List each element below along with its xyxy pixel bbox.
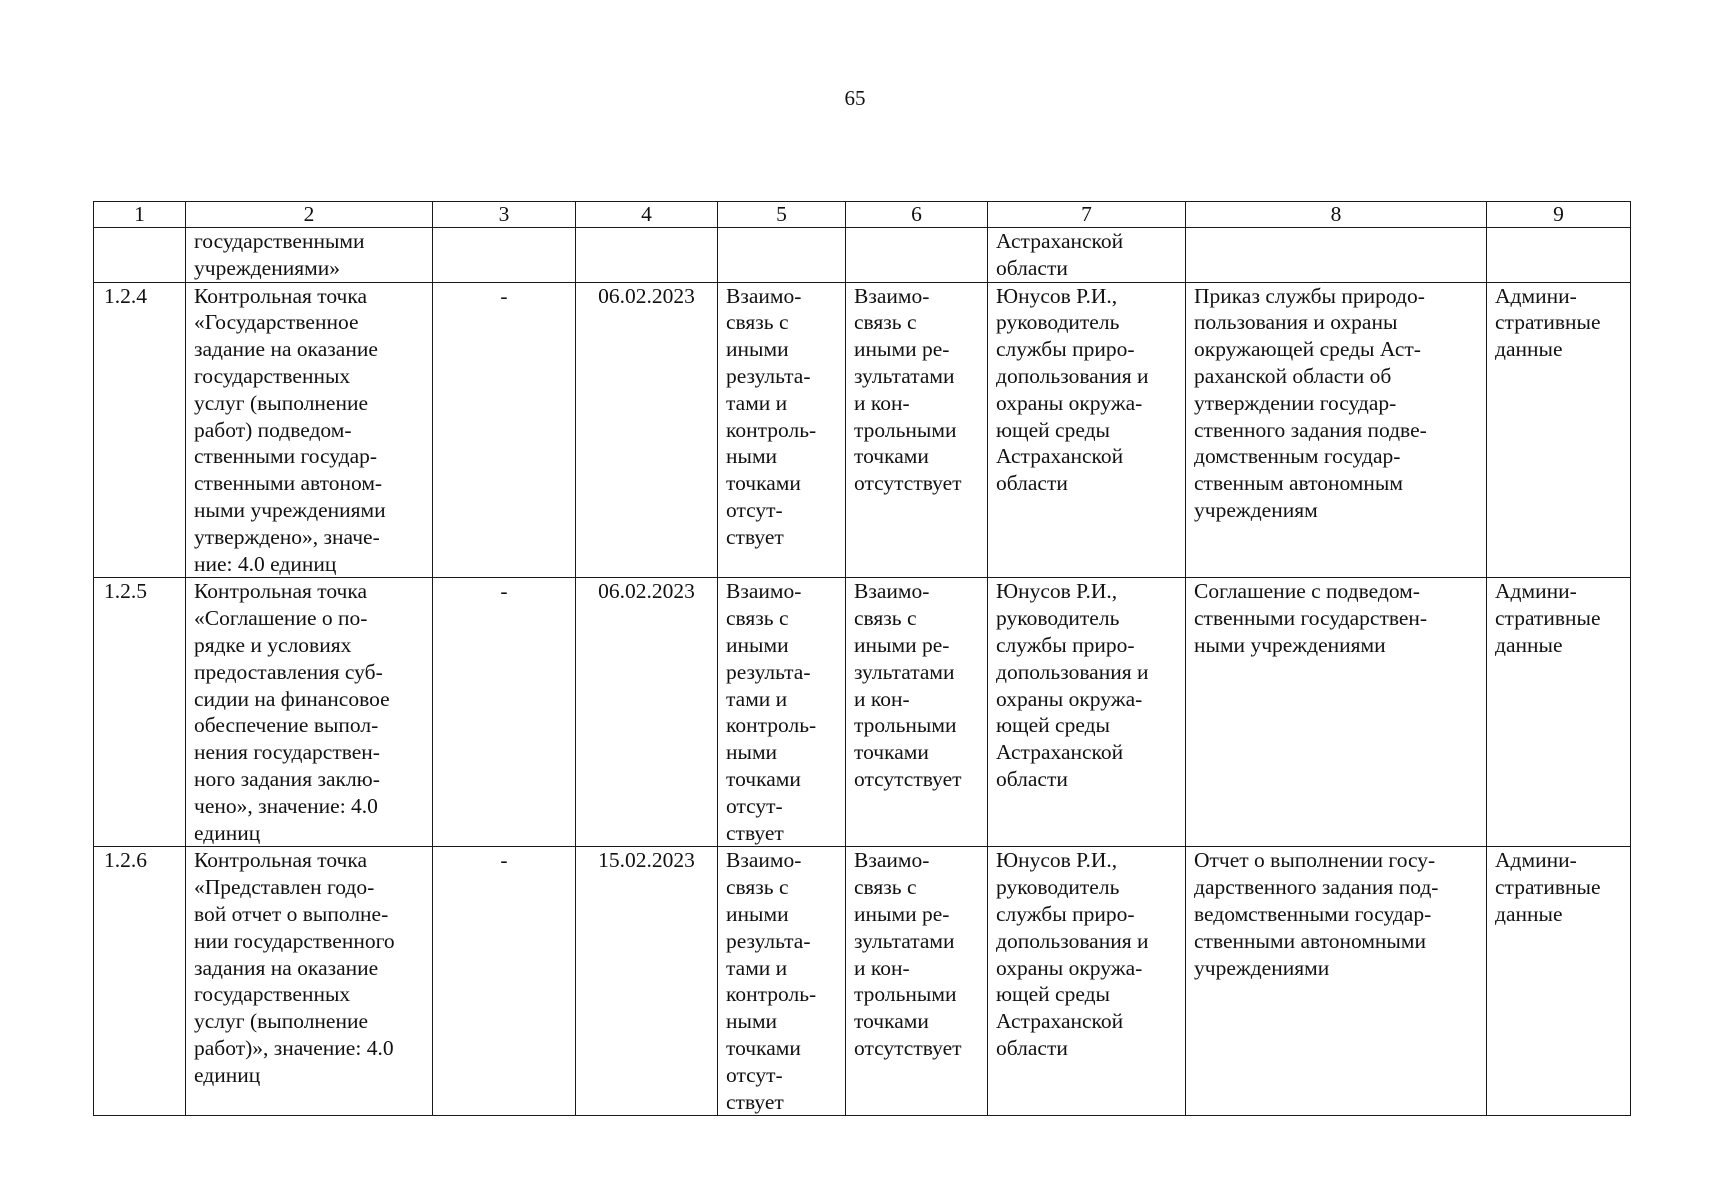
information-source-cell: Админи- стративные данные	[1487, 847, 1631, 1116]
responsible-person-cell: Астраханской области	[988, 228, 1186, 283]
column-3-cell: -	[433, 282, 576, 578]
column-number-7: 7	[988, 202, 1186, 228]
relation-cell-col5	[718, 228, 846, 283]
relation-cell-col5: Взаимо- связь с иными результа- тами и контроль- ными точками отсут- ствует	[718, 847, 846, 1116]
responsible-person-cell: Юнусов Р.И., руководитель службы приро- допользования и охраны окружа- ющей среды Астраханской области	[988, 282, 1186, 578]
column-number-header-row	[94, 202, 1631, 228]
column-number-4: 4	[576, 202, 718, 228]
control-point-description-cell: Контрольная точка «Государственное задание на оказание государственных услуг (выполнение работ) подведом- ственными государ- ственными автоном- ными учреждениями утверждено», значе- ние: 4.0 единиц	[186, 282, 433, 578]
row-number-cell: 1.2.4	[94, 282, 186, 578]
document-type-cell	[1186, 228, 1487, 283]
row-number-cell: 1.2.6	[94, 847, 186, 1116]
relation-cell-col6	[846, 228, 988, 283]
document-type-cell: Приказ службы природо- пользования и охраны окружающей среды Аст- раханской области об утверждении государ- ственного задания подве- домственным государ- ственным автономным учреждениям	[1186, 282, 1487, 578]
date-cell: 06.02.2023	[576, 578, 718, 847]
relation-cell-col5: Взаимо- связь с иными результа- тами и контроль- ными точками отсут- ствует	[718, 578, 846, 847]
control-points-table	[93, 201, 1631, 1116]
responsible-person-cell: Юнусов Р.И., руководитель службы приро- допользования и охраны окружа- ющей среды Астраханской области	[988, 847, 1186, 1116]
document-type-cell: Соглашение с подведом- ственными государствен- ными учреждениями	[1186, 578, 1487, 847]
information-source-cell: Админи- стративные данные	[1487, 578, 1631, 847]
relation-cell-col5: Взаимо- связь с иными результа- тами и контроль- ными точками отсут- ствует	[718, 282, 846, 578]
column-number-8: 8	[1186, 202, 1487, 228]
date-cell: 15.02.2023	[576, 847, 718, 1116]
responsible-person-cell: Юнусов Р.И., руководитель службы приро- допользования и охраны окружа- ющей среды Астраханской области	[988, 578, 1186, 847]
date-cell: 06.02.2023	[576, 282, 718, 578]
column-number-6: 6	[846, 202, 988, 228]
page-number: 65	[844, 86, 866, 110]
table-row-1-2-4	[94, 282, 1631, 578]
relation-cell-col6: Взаимо- связь с иными ре- зультатами и кон- трольными точками отсутствует	[846, 578, 988, 847]
information-source-cell: Админи- стративные данные	[1487, 282, 1631, 578]
document-type-cell: Отчет о выполнении госу- дарственного задания под- ведомственными государ- ственными автономными учреждениями	[1186, 847, 1487, 1116]
table-row-continuation	[94, 228, 1631, 283]
row-number-cell	[94, 228, 186, 283]
row-number-cell: 1.2.5	[94, 578, 186, 847]
column-number-9: 9	[1487, 202, 1631, 228]
control-point-description-cell: государственными учреждениями»	[186, 228, 433, 283]
column-3-cell	[433, 228, 576, 283]
table-row-1-2-5	[94, 578, 1631, 847]
information-source-cell	[1487, 228, 1631, 283]
control-point-description-cell: Контрольная точка «Представлен годо- вой отчет о выполне- нии государственного задания на оказание государственных услуг (выполнение работ)», значение: 4.0 единиц	[186, 847, 433, 1116]
control-point-description-cell: Контрольная точка «Соглашение о по- рядке и условиях предоставления суб- сидии на финансовое обеспечение выпол- нения государствен- ного задания заклю- чено», значение: 4.0 единиц	[186, 578, 433, 847]
column-number-1: 1	[94, 202, 186, 228]
column-number-2: 2	[186, 202, 433, 228]
column-number-5: 5	[718, 202, 846, 228]
date-cell	[576, 228, 718, 283]
table-row-1-2-6	[94, 847, 1631, 1116]
column-3-cell: -	[433, 847, 576, 1116]
column-number-3: 3	[433, 202, 576, 228]
column-3-cell: -	[433, 578, 576, 847]
relation-cell-col6: Взаимо- связь с иными ре- зультатами и кон- трольными точками отсутствует	[846, 847, 988, 1116]
relation-cell-col6: Взаимо- связь с иными ре- зультатами и кон- трольными точками отсутствует	[846, 282, 988, 578]
